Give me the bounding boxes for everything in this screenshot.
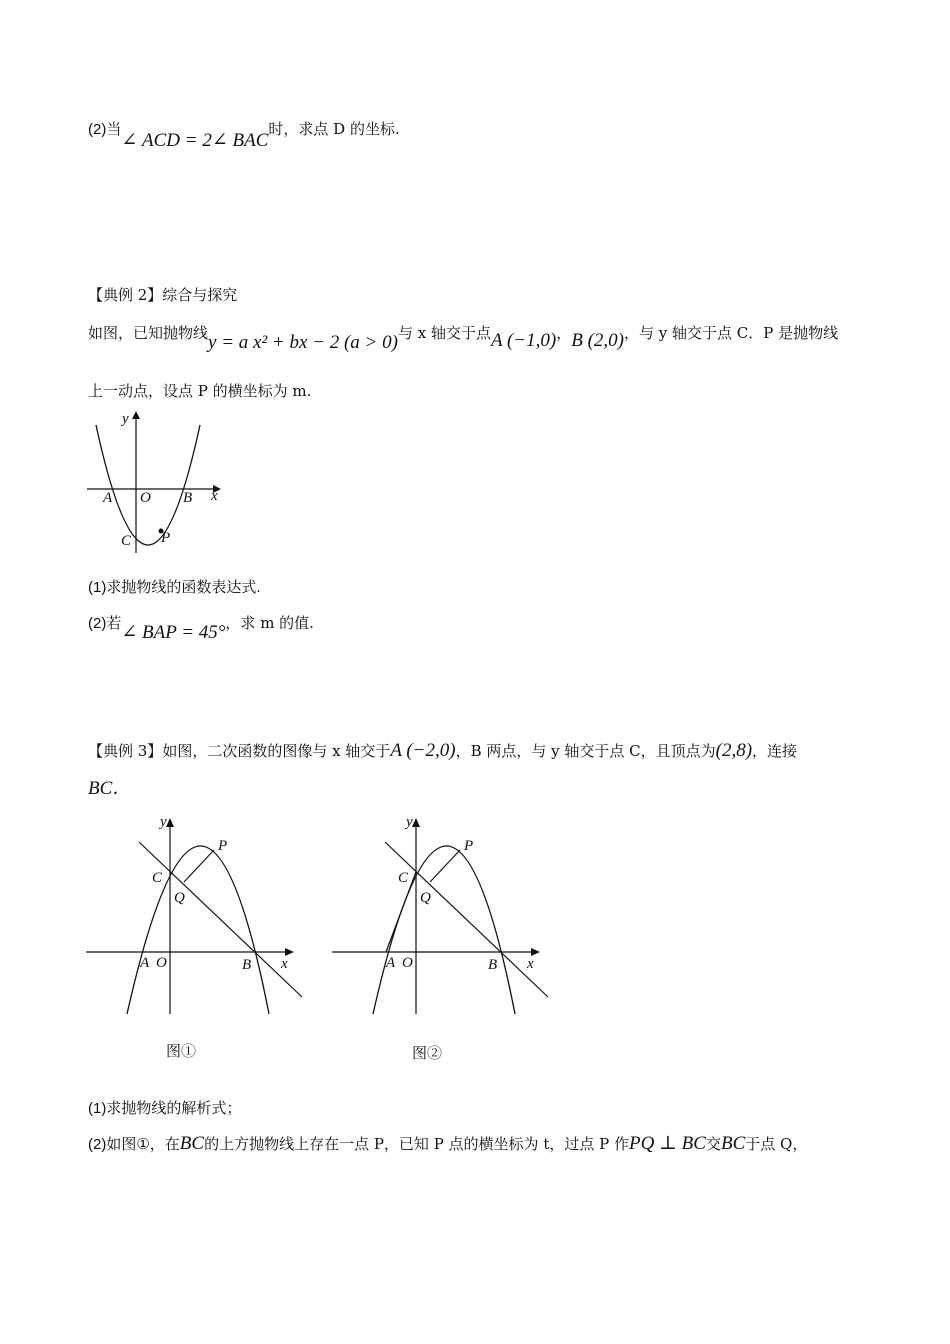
x-axis-arrow	[285, 948, 294, 956]
label-y: y	[160, 814, 167, 830]
label-O: O	[140, 490, 151, 506]
point-A: A (−1,0)	[490, 330, 557, 351]
label-Q: Q	[174, 890, 185, 906]
label-C: C	[152, 870, 163, 886]
example3-q1: (1)求抛物线的解析式；	[88, 1100, 242, 1117]
y-axis-arrow	[412, 818, 420, 827]
y-axis-arrow	[132, 411, 140, 419]
y-axis-arrow	[166, 818, 174, 827]
example2-statement-line1: 如图，已知抛物线y = a x² + bx − 2 (a > 0)与 x 轴交于点A (−1,0)，B (2,0)，与 y 轴交于点 C．P 是抛物线	[88, 324, 839, 353]
parabola-equation: y = a x² + bx − 2 (a > 0)	[208, 332, 398, 353]
example3-header: 【典例 3】	[88, 742, 163, 760]
example3-statement-line2: BC．	[88, 778, 132, 799]
label-A: A	[140, 955, 150, 971]
label-B: B	[242, 957, 252, 973]
label-C: C	[398, 870, 409, 886]
x-axis-arrow	[531, 948, 540, 956]
label-x: x	[281, 956, 288, 972]
parabola-curve	[127, 846, 269, 1014]
label-B: B	[488, 957, 498, 973]
example3-figure-2	[330, 812, 552, 1017]
angle-equation: ∠ ACD = 2∠ BAC	[121, 130, 269, 151]
perpendicular-PQ-BC: PQ ⊥ BC	[628, 1133, 706, 1154]
line-BC	[139, 842, 302, 997]
caption-figure-1: 图①	[166, 1042, 197, 1060]
label-y: y	[122, 411, 129, 427]
vertex: (2,8)	[715, 740, 753, 761]
line-BC	[385, 842, 548, 997]
segment-BC: BC	[720, 1133, 746, 1154]
label-P: P	[161, 530, 171, 546]
label-A: A	[103, 490, 113, 506]
segment-PQ	[430, 850, 460, 882]
point-B: B (2,0)	[571, 330, 624, 351]
question-text: 当	[106, 120, 122, 138]
part2-question	[88, 118, 400, 151]
example2-statement-line2: 上一动点，设点 P 的横坐标为 m.	[88, 382, 312, 400]
example3-statement-line1: 【典例 3】如图，二次函数的图像与 x 轴交于A (−2,0)，B 两点，与 y 轴交于点 C，且顶点为(2,8)，连接	[88, 740, 798, 761]
label-P: P	[464, 838, 474, 854]
label-y: y	[406, 814, 413, 830]
point-A: A (−2,0)	[390, 740, 456, 761]
angle-BAP: ∠ BAP = 45°	[121, 622, 226, 643]
segment-BC: BC	[179, 1133, 205, 1154]
caption-figure-2: 图②	[412, 1044, 443, 1062]
label-C: C	[121, 533, 132, 549]
question-number: (2)	[88, 121, 107, 138]
example3-q2: (2)如图①，在BC的上方抛物线上存在一点 P，已知 P 点的横坐标为 t，过点 P 作PQ ⊥ BC交BC于点 Q，	[88, 1133, 808, 1154]
label-O: O	[156, 955, 167, 971]
question-text: 时，求点 D 的坐标.	[268, 120, 400, 138]
label-x: x	[527, 956, 534, 972]
example2-header: 【典例 2】综合与探究	[88, 286, 238, 304]
example2-parabola-figure	[85, 405, 230, 555]
example2-q1: (1)求抛物线的函数表达式.	[88, 579, 261, 596]
label-O: O	[402, 955, 413, 971]
label-B: B	[183, 490, 193, 506]
label-x: x	[211, 488, 218, 504]
parabola-curve	[96, 425, 200, 545]
label-A: A	[386, 955, 396, 971]
label-Q: Q	[420, 890, 431, 906]
example2-q2: (2)若∠ BAP = 45°，求 m 的值.	[88, 614, 314, 643]
label-P: P	[218, 838, 228, 854]
example3-figure-1	[84, 812, 306, 1017]
segment-PQ	[184, 850, 214, 882]
